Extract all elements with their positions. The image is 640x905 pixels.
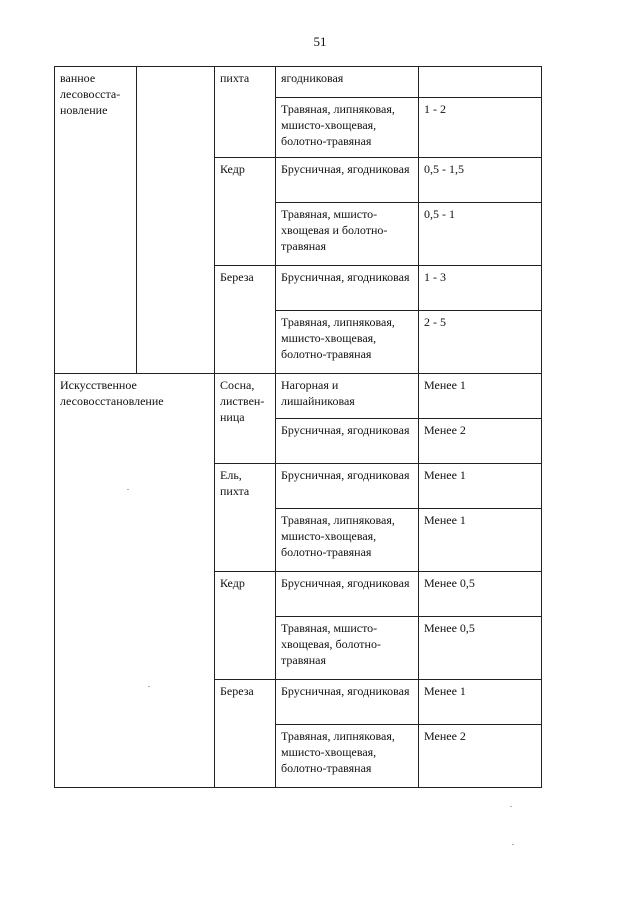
- value-cell: 0,5 - 1: [419, 203, 542, 266]
- forest-type-cell: Нагорная и лишайниковая: [276, 374, 419, 419]
- forest-type-cell: Травяная, липняковая, мшисто-хвощевая, болотно-травяная: [276, 311, 419, 374]
- species-cell: Ель, пихта: [215, 464, 276, 572]
- value-cell: Менее 2: [419, 725, 542, 788]
- forest-type-cell: Брусничная, ягодниковая: [276, 464, 419, 509]
- scan-speck: [148, 686, 150, 687]
- forest-regeneration-table: [54, 66, 542, 788]
- species-cell: Береза: [215, 266, 276, 374]
- page-number: 51: [313, 34, 327, 49]
- scan-speck: [510, 806, 512, 807]
- table-row: [55, 374, 542, 419]
- species-cell: Кедр: [215, 158, 276, 266]
- value-cell: 2 - 5: [419, 311, 542, 374]
- species-cell: Кедр: [215, 572, 276, 680]
- value-cell: 1 - 2: [419, 98, 542, 158]
- forest-type-cell: Травяная, липняковая, мшисто-хвощевая, болотно-травяная: [276, 98, 419, 158]
- value-cell: Менее 0,5: [419, 617, 542, 680]
- value-cell: [419, 67, 542, 98]
- value-cell: Менее 1: [419, 680, 542, 725]
- forest-type-cell: Травяная, мшисто-хвощевая, болотно-травяная: [276, 617, 419, 680]
- forest-type-cell: Брусничная, ягодниковая: [276, 680, 419, 725]
- value-cell: Менее 2: [419, 419, 542, 464]
- forest-type-cell: Травяная, мшисто-хвощевая и болотно-травяная: [276, 203, 419, 266]
- method-cell: Искусственное лесовосстановление: [55, 374, 215, 788]
- forest-type-cell: Брусничная, ягодниковая: [276, 158, 419, 203]
- scan-speck: [127, 489, 129, 490]
- forest-type-cell: Травяная, липняковая, мшисто-хвощевая, болотно-травяная: [276, 725, 419, 788]
- table-row: [55, 67, 542, 98]
- forest-type-cell: Брусничная, ягодниковая: [276, 572, 419, 617]
- value-cell: Менее 1: [419, 509, 542, 572]
- value-cell: Менее 1: [419, 464, 542, 509]
- empty-cell: [137, 67, 215, 374]
- forest-type-cell: Травяная, липняковая, мшисто-хвощевая, болотно-травяная: [276, 509, 419, 572]
- forest-type-cell: Брусничная, ягодниковая: [276, 266, 419, 311]
- scan-speck: [512, 844, 514, 845]
- value-cell: Менее 0,5: [419, 572, 542, 617]
- species-cell: Береза: [215, 680, 276, 788]
- forest-type-cell: ягодниковая: [276, 67, 419, 98]
- value-cell: 1 - 3: [419, 266, 542, 311]
- species-cell: Сосна, листвен-ница: [215, 374, 276, 464]
- method-cell: ванное лесовосста- новление: [55, 67, 137, 374]
- species-cell: пихта: [215, 67, 276, 158]
- value-cell: 0,5 - 1,5: [419, 158, 542, 203]
- value-cell: Менее 1: [419, 374, 542, 419]
- forest-type-cell: Брусничная, ягодниковая: [276, 419, 419, 464]
